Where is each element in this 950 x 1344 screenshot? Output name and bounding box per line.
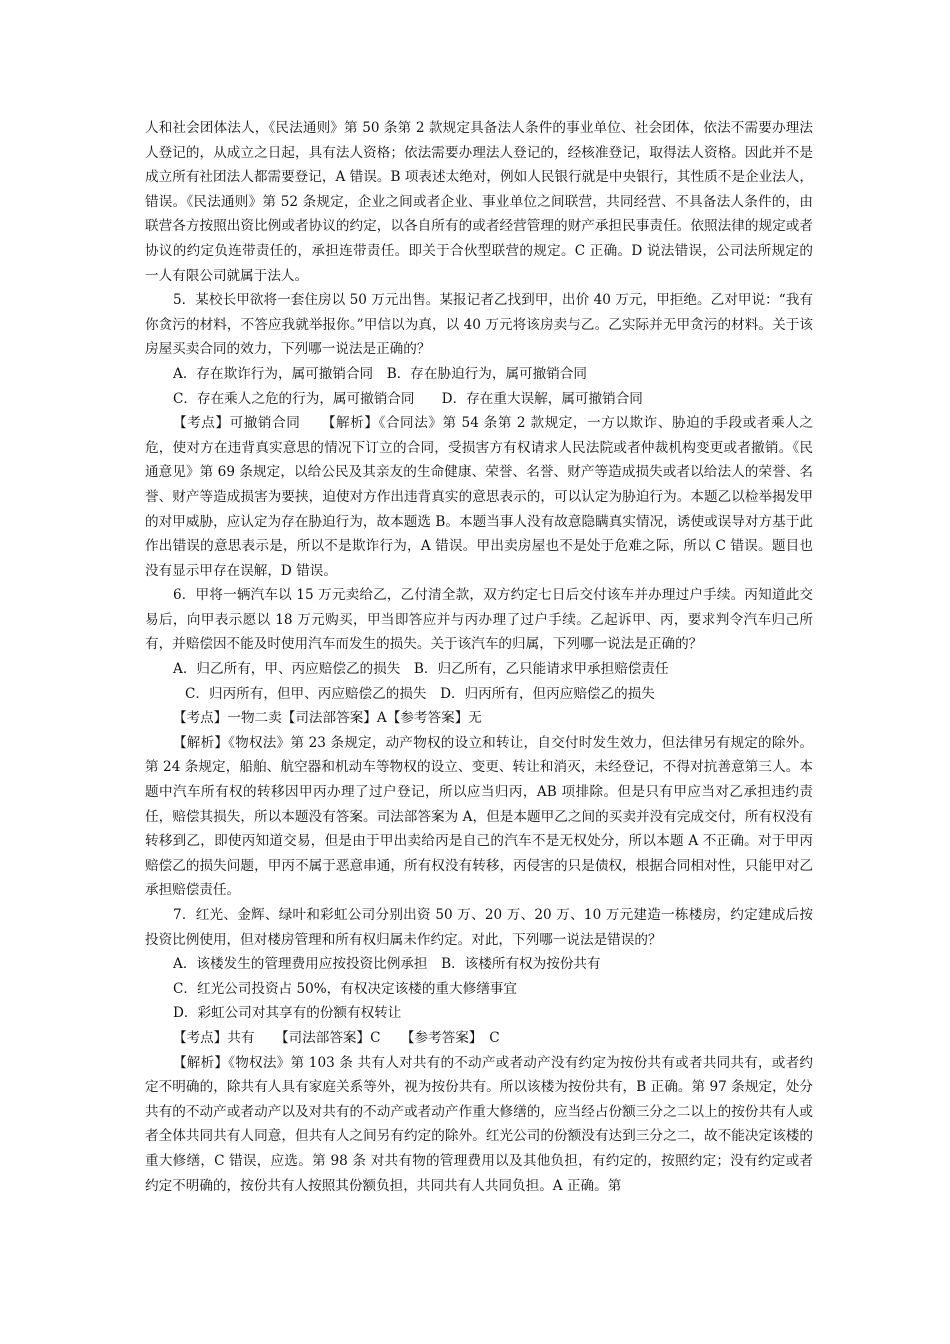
question-7-analysis: 【解析】《物权法》第 103 条 共有人对共有的不动产或者动产没有约定为按份共有或者共同共有，或者约定不明确的，除共有人具有家庭关系等外，视为按份共有。所以该楼为按份共有，B 正确。第 97 条规定，处分共有的不动产或者动产以及对共有的不动产或者动产作重大修缮的，应当经占份额三分之二以上的按份共有人或者全体共同共有人同意，但共有人之间另有约定的除外。红光公司的份额没有达到三分之二，故不能决定该楼的重大修缮，C 错误，应选。第 98 条 对共有物的管理费用以及其他负担，有约定的，按照约定；没有约定或者约定不明确的，按份共有人按照其份额负担，共同共有人共同负担。A 正确。第 xyxy=(145,1054,813,1194)
question-5-stem: 5．某校长甲欲将一套住房以 50 万元出售。某报记者乙找到甲，出价 40 万元，甲拒绝。乙对甲说：“我有你贪污的材料，不答应我就举报你。”甲信以为真，以 40 万元将该房卖与乙。乙实际并无甲贪污的材料。关于该房屋买卖合同的效力，下列哪一说法是正确的？ xyxy=(145,292,813,358)
question-7-options-ab: A．该楼发生的管理费用应按投资比例承担 B．该楼所有权为按份共有 xyxy=(173,956,601,973)
question-6-answer: 【考点】一物二卖【司法部答案】A【参考答案】无 xyxy=(173,710,482,727)
question-7-stem: 7．红光、金辉、绿叶和彩虹公司分别出资 50 万、20 万、20 万、10 万元建造一栋楼房，约定建成后按投资比例使用，但对楼房管理和所有权归属未作约定。对此，下列哪一说法是错误的？ xyxy=(145,907,813,948)
document-page xyxy=(145,116,813,1198)
question-7-option-c: C．红光公司投资占 50%，有权决定该楼的重大修缮事宜 xyxy=(173,980,517,997)
question-7-option-d: D．彩虹公司对其享有的份额有权转让 xyxy=(173,1005,402,1022)
question-5-options-ab: A．存在欺诈行为，属可撤销合同 B．存在胁迫行为，属可撤销合同 xyxy=(173,365,588,382)
question-5-options-cd: C．存在乘人之危的行为，属可撤销合同 D．存在重大误解，属可撤销合同 xyxy=(173,390,643,407)
question-6-options-cd: C．归丙所有，但甲、丙应赔偿乙的损失 D．归丙所有，但丙应赔偿乙的损失 xyxy=(185,685,655,702)
question-5-analysis: 【考点】可撤销合同 【解析】《合同法》第 54 条第 2 款规定，一方以欺诈、胁迫的手段或者乘人之危，使对方在违背真实意思的情况下订立的合同，受损害方有权请求人民法院或者仲裁机构变更或者撤销。《民通意见》第 69 条规定，以给公民及其亲友的生命健康、荣誉、名誉、财产等造成损失或者以给法人的荣誉、名誉、财产等造成损害为要挟，迫使对方作出违背真实的意思表示的，可以认定为胁迫行为。本题乙以检举揭发甲的对甲威胁，应认定为存在胁迫行为，故本题选 B。本题当事人没有故意隐瞒真实情况，诱使或误导对方基于此作出错误的意思表示是，所以不是欺诈行为，A 错误。甲出卖房屋也不是处于危难之际，所以 C 错误。题目也没有显示甲存在误解，D 错误。 xyxy=(145,415,813,579)
question-6-analysis: 【解析】《物权法》第 23 条规定，动产物权的设立和转让，自交付时发生效力，但法律另有规定的除外。第 24 条规定，船舶、航空器和机动车等物权的设立、变更、转让和消灭，未经登记，不得对抗善意第三人。本题中汽车所有权的转移因甲丙办理了过户登记，所以应当归丙，AB 项排除。但是只有甲应当对乙承担违约责任，赔偿其损失，所以本题没有答案。司法部答案为 A，但是本题甲乙之间的买卖并没有完成交付，所有权没有转移到乙，即使丙知道交易，但是由于甲出卖给丙是自己的汽车不是无权处分，所以本题 A 不正确。对于甲丙赔偿乙的损失问题，甲丙不属于恶意串通，所有权没有转移，丙侵害的只是债权，根据合同相对性，只能甲对乙承担赔偿责任。 xyxy=(145,734,813,899)
question-7-answer: 【考点】共有 【司法部答案】C 【参考答案】 C xyxy=(173,1029,500,1046)
question-6-options-ab: A．归乙所有，甲、丙应赔偿乙的损失 B．归乙所有，乙只能请求甲承担赔偿责任 xyxy=(173,661,669,678)
question-6-stem: 6．甲将一辆汽车以 15 万元卖给乙，乙付清全款，双方约定七日后交付该车并办理过户手续。丙知道此交易后，向甲表示愿以 18 万元购买，甲当即答应并与丙办理了过户手续。乙起诉甲、丙，要求判令汽车归己所有，并赔偿因不能及时使用汽车而发生的损失。关于该汽车的归属，下列哪一说法是正确的？ xyxy=(145,587,813,653)
paragraph: 人和社会团体法人，《民法通则》第 50 条第 2 款规定具备法人条件的事业单位、社会团体，依法不需要办理法人登记的，从成立之日起，具有法人资格；依法需要办理法人登记的，经核准登记，取得法人资格。因此并不是成立所有社团法人都需要登记，A 错误。B 项表述太绝对，例如人民银行就是中央银行，其性质不是企业法人，错误。《民法通则》第 52 条规定，企业之间或者企业、事业单位之间联营，共同经营、不具备法人条件的，由联营各方按照出资比例或者协议的约定，以各自所有的或者经营管理的财产承担民事责任。依照法律的规定或者协议的约定负连带责任的，承担连带责任。即关于合伙型联营的规定。C 正确。D 说法错误，公司法所规定的一人有限公司就属于法人。 xyxy=(145,120,813,284)
